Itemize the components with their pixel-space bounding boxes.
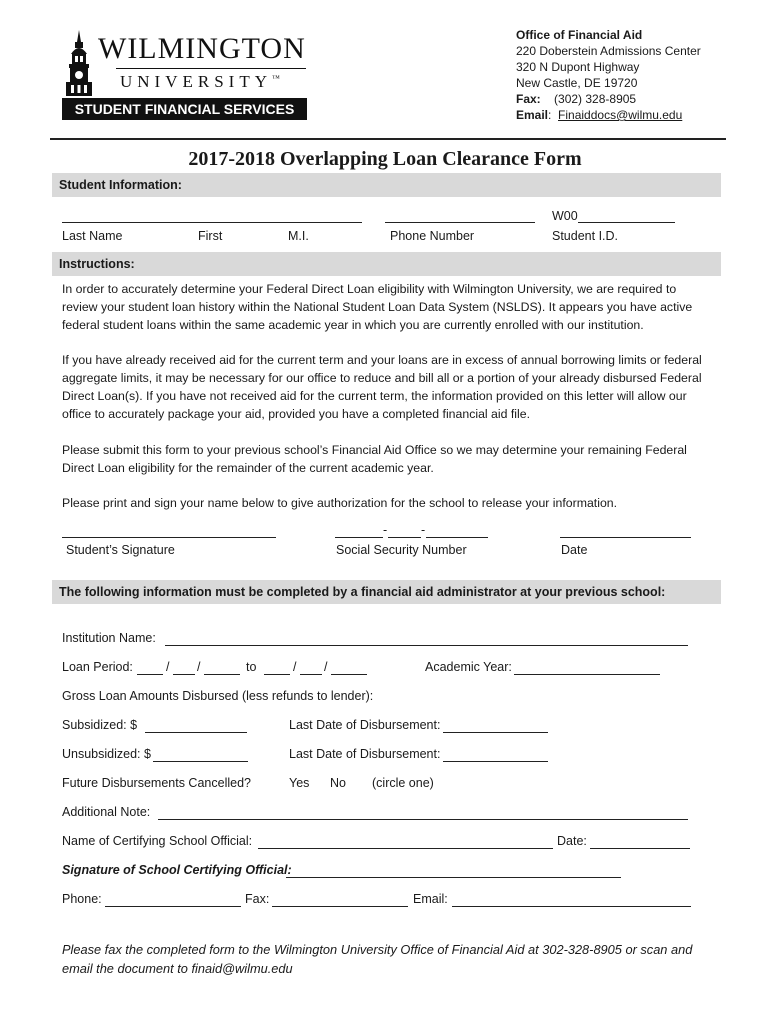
instructions-paragraph-2: If you have already received aid for the current term and your loans are in excess of annual borrowing limits or federal aggregate limits, it may be necessary for our office to reduce and bill all or a portion of your already disbursed Federal Direct Loan(s). If you have not received aid for the current term, the information provided on this letter will allow our office to accurately package your aid, provided you have a completed financial aid file.	[62, 353, 702, 421]
ssn-dash-1: -	[383, 523, 388, 537]
loan-period-end-year[interactable]	[331, 674, 367, 675]
subsidized-last-date-field[interactable]	[443, 732, 548, 733]
label-gross-loan: Gross Loan Amounts Disbursed (less refunds to lender):	[62, 689, 374, 703]
fax-line: Fax: (302) 328-8905	[516, 92, 637, 106]
office-title: Office of Financial Aid	[516, 28, 643, 42]
academic-year-field[interactable]	[514, 674, 660, 675]
label-academic-year: Academic Year:	[425, 660, 512, 674]
name-field[interactable]	[62, 222, 362, 223]
address-line-1: 220 Doberstein Admissions Center	[516, 44, 701, 58]
unsubsidized-amount-field[interactable]	[153, 761, 248, 762]
instructions-bar	[52, 252, 721, 276]
subsidized-amount-field[interactable]	[145, 732, 247, 733]
loan-period-start-month[interactable]	[137, 674, 163, 675]
label-student-signature: Student’s Signature	[66, 543, 175, 557]
footer-note: Please fax the completed form to the Wilmington University Office of Financial Aid at 302-328-8905 or scan and email the document to finaid@wilmu.edu	[62, 942, 693, 976]
certifying-signature-field[interactable]	[286, 877, 621, 878]
student-info-heading: Student Information:	[59, 178, 182, 192]
label-first: First	[198, 229, 223, 243]
admin-email-field[interactable]	[452, 906, 691, 907]
institution-name-field[interactable]	[165, 645, 688, 646]
address-line-2: 320 N Dupont Highway	[516, 60, 640, 74]
instructions-paragraph-1: In order to accurately determine your Federal Direct Loan eligibility with Wilmington University, we are required to review your student loan history within the National Student Loan Data System (NSLDS). It appears you have active federal student loans within the same academic year in which you are currently enrolled with our institution.	[62, 282, 693, 332]
label-ssn: Social Security Number	[336, 543, 467, 557]
label-certifying-date: Date:	[557, 834, 587, 848]
slash: /	[166, 660, 170, 674]
instructions-paragraph-4: Please print and sign your name below to give authorization for the school to release your information.	[62, 496, 618, 510]
admin-phone-field[interactable]	[105, 906, 241, 907]
university-logo	[58, 28, 308, 123]
admin-section-bar	[52, 580, 721, 604]
label-subsidized: Subsidized: $	[62, 718, 138, 732]
unsubsidized-last-date-field[interactable]	[443, 761, 548, 762]
ssn-field-part-1[interactable]	[335, 537, 383, 538]
option-no[interactable]: No	[330, 776, 346, 790]
logo-banner: STUDENT FINANCIAL SERVICES	[62, 98, 307, 120]
label-last-date-subsidized: Last Date of Disbursement:	[289, 718, 441, 732]
logo-wordmark: WILMINGTON	[98, 32, 306, 65]
circle-one-hint: (circle one)	[372, 776, 434, 790]
option-yes[interactable]: Yes	[289, 776, 310, 790]
loan-period-end-month[interactable]	[264, 674, 290, 675]
label-phone: Phone Number	[390, 229, 475, 243]
logo-divider	[116, 68, 306, 69]
clocktower-icon	[62, 30, 96, 98]
header-divider	[50, 138, 726, 140]
label-future-disbursements: Future Disbursements Cancelled?	[62, 776, 251, 790]
instructions-heading: Instructions:	[59, 257, 135, 271]
additional-note-field[interactable]	[158, 819, 688, 820]
email-link[interactable]: Finaiddocs@wilmu.edu	[558, 108, 683, 122]
address-line-3: New Castle, DE 19720	[516, 76, 638, 90]
w00-prefix: W00	[552, 209, 578, 223]
form-title: 2017-2018 Overlapping Loan Clearance Form	[188, 148, 582, 170]
label-admin-email: Email:	[413, 892, 448, 906]
label-certifying-official-name: Name of Certifying School Official:	[62, 834, 253, 848]
student-info-bar	[52, 173, 721, 197]
student-signature-field[interactable]	[62, 537, 276, 538]
signature-date-field[interactable]	[560, 537, 691, 538]
slash: /	[293, 660, 297, 674]
email-line: Email: Finaiddocs@wilmu.edu	[516, 108, 683, 122]
label-student-id: Student I.D.	[552, 229, 619, 243]
admin-section-heading: The following information must be completed by a financial aid administrator at your previous school:	[59, 585, 666, 599]
loan-period-start-year[interactable]	[204, 674, 240, 675]
label-admin-phone: Phone:	[62, 892, 102, 906]
label-additional-note: Additional Note:	[62, 805, 151, 819]
label-institution-name: Institution Name:	[62, 631, 156, 645]
certifying-date-field[interactable]	[590, 848, 690, 849]
phone-field[interactable]	[385, 222, 535, 223]
label-loan-to: to	[246, 660, 257, 674]
label-last-date-unsubsidized: Last Date of Disbursement:	[289, 747, 441, 761]
ssn-field-part-3[interactable]	[426, 537, 488, 538]
slash: /	[324, 660, 328, 674]
loan-period-end-day[interactable]	[300, 674, 322, 675]
ssn-field-part-2[interactable]	[388, 537, 421, 538]
label-unsubsidized: Unsubsidized: $	[62, 747, 151, 761]
label-last-name: Last Name	[62, 229, 123, 243]
loan-period-start-day[interactable]	[173, 674, 195, 675]
office-address-block	[516, 27, 701, 123]
label-mi: M.I.	[288, 229, 309, 243]
logo-subtitle: UNIVERSITY™	[120, 72, 280, 91]
label-certifying-signature: Signature of School Certifying Official:	[62, 863, 292, 877]
instructions-paragraph-3: Please submit this form to your previous school’s Financial Aid Office so we may determine your remaining Federal Direct Loan eligibility for the remainder of the current academic year.	[62, 443, 687, 475]
slash: /	[197, 660, 201, 674]
label-date: Date	[561, 543, 588, 557]
ssn-dash-2: -	[421, 523, 426, 537]
label-admin-fax: Fax:	[245, 892, 270, 906]
student-id-field[interactable]	[578, 222, 675, 223]
admin-fax-field[interactable]	[272, 906, 408, 907]
label-loan-period: Loan Period:	[62, 660, 133, 674]
certifying-official-name-field[interactable]	[258, 848, 553, 849]
